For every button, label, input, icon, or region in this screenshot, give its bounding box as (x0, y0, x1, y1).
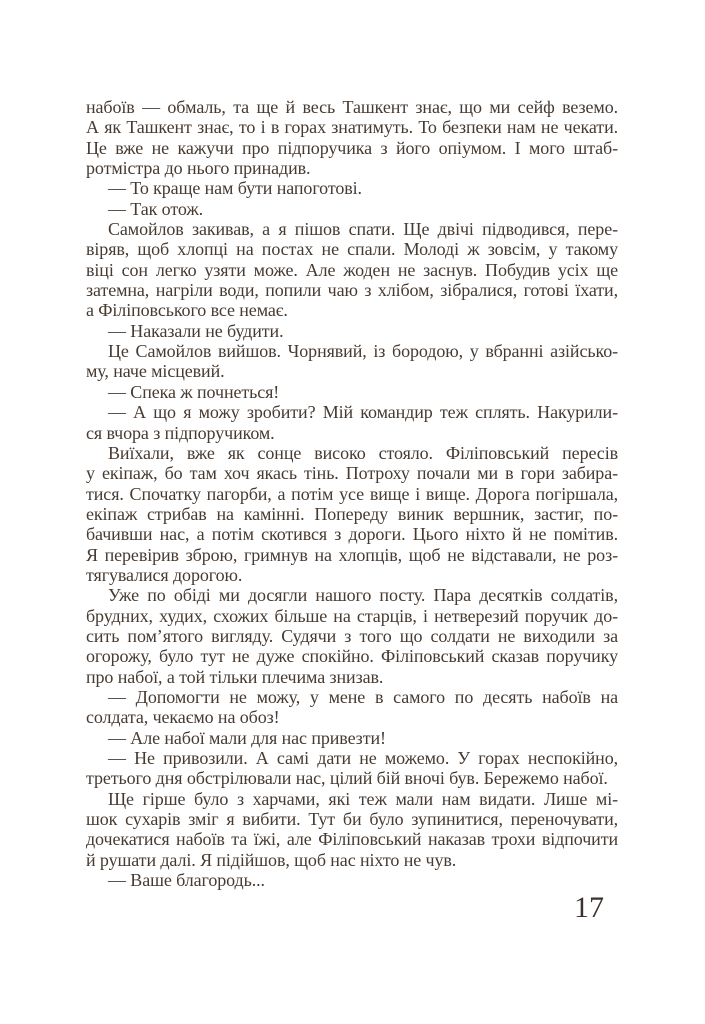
text-line: про набої, а той тільки плечима знизав. (86, 666, 384, 687)
text-line: — Не привозили. А самі дати не можемо. У горах неспокійно, (108, 748, 618, 768)
text-line: бачивши нас, а потім скотився з дороги. Цього ніхто й не помітив. (86, 524, 618, 545)
text-line: третього дня обстрілювали нас, цілий бій вночі був. Бережемо набої. (86, 768, 608, 789)
text-line: — Допомогти не можу, у мене в самого по десять набоїв на (108, 686, 618, 707)
text-line: ротмістра до нього принадив. (86, 158, 311, 179)
text-line: набоїв — обмаль, та ще й весь Ташкент знає, що ми сейф веземо. (86, 97, 618, 117)
text-line: а Філіповського все немає. (86, 300, 288, 321)
page-text (86, 97, 618, 890)
text-line: екіпаж стрибав на камінні. Попереду виник вершник, застиг, по- (86, 503, 618, 524)
text-line: й рушати далі. Я підійшов, щоб нас ніхто не чув. (86, 849, 457, 870)
text-line: віряв, щоб хлопці на постах не спали. Молоді ж зовсім, у такому (86, 239, 618, 260)
text-line: — Спека ж почнеться! (108, 381, 280, 402)
text-line: — Наказали не будити. (108, 320, 284, 341)
text-line: у екіпаж, бо там хоч якась тінь. Потроху почали ми в гори забира- (86, 463, 618, 484)
text-line: сить пом’ятого вигляду. Судячи з того що солдати не виходили за (86, 625, 618, 646)
text-line: тися. Спочатку пагорби, а потім усе вище і вище. Дорога погіршала, (86, 483, 618, 504)
text-line: Я перевірив зброю, гримнув на хлопців, щоб не відставали, не роз- (86, 544, 618, 565)
text-line: Ще гірше було з харчами, які теж мали нам видати. Лише мі- (108, 788, 618, 809)
text-line: Це вже не кажучи про підпоручика з його опіумом. І мого штаб- (86, 137, 618, 158)
text-line: ся вчора з підпоручиком. (86, 422, 275, 443)
text-line: А як Ташкент знає, то і в горах знатимуть. То безпеки нам не чекати. (86, 117, 618, 138)
text-line: — А що я можу зробити? Мій командир теж сплять. Накурили- (108, 402, 618, 423)
text-line: затемна, нагріли води, попили чаю з хлібом, зібралися, готові їхати, (86, 280, 618, 301)
text-line: Уже по обіді ми досягли нашого посту. Пара десятків солдатів, (108, 585, 618, 606)
text-line: тягувалися дорогою. (86, 564, 243, 585)
text-line: Самойлов закивав, а я пішов спати. Ще двічі підводився, пере- (108, 219, 618, 240)
text-line: Виїхали, вже як сонце високо стояло. Філіповський пересів (108, 442, 618, 463)
text-line: Це Самойлов вийшов. Чорнявий, із бородою, у вбранні азійсько- (108, 341, 618, 362)
text-line: шок сухарів зміг я вибити. Тут би було зупинитися, переночувати, (86, 809, 618, 830)
text-line: дочекатися набоїв та їжі, але Філіповський наказав трохи відпочити (86, 829, 618, 850)
text-line: — Але набої мали для нас привезти! (108, 727, 386, 748)
text-line: му, наче місцевий. (86, 361, 225, 382)
text-line: солдата, чекаємо на обоз! (86, 707, 280, 728)
text-line: огорожу, було тут не дуже спокійно. Філіповський сказав поручику (86, 646, 618, 667)
text-line: — Так отож. (108, 198, 204, 219)
text-line: — Ваше благородь... (108, 870, 265, 891)
page-number: 17 (574, 891, 604, 924)
text-line: — То краще нам бути напоготові. (108, 178, 362, 199)
text-line: брудних, худих, схожих більше на старців, і нетверезий поручик до- (86, 605, 618, 626)
text-line: віці сон легко узяти може. Але жоден не заснув. Побудив усіх ще (86, 259, 618, 280)
